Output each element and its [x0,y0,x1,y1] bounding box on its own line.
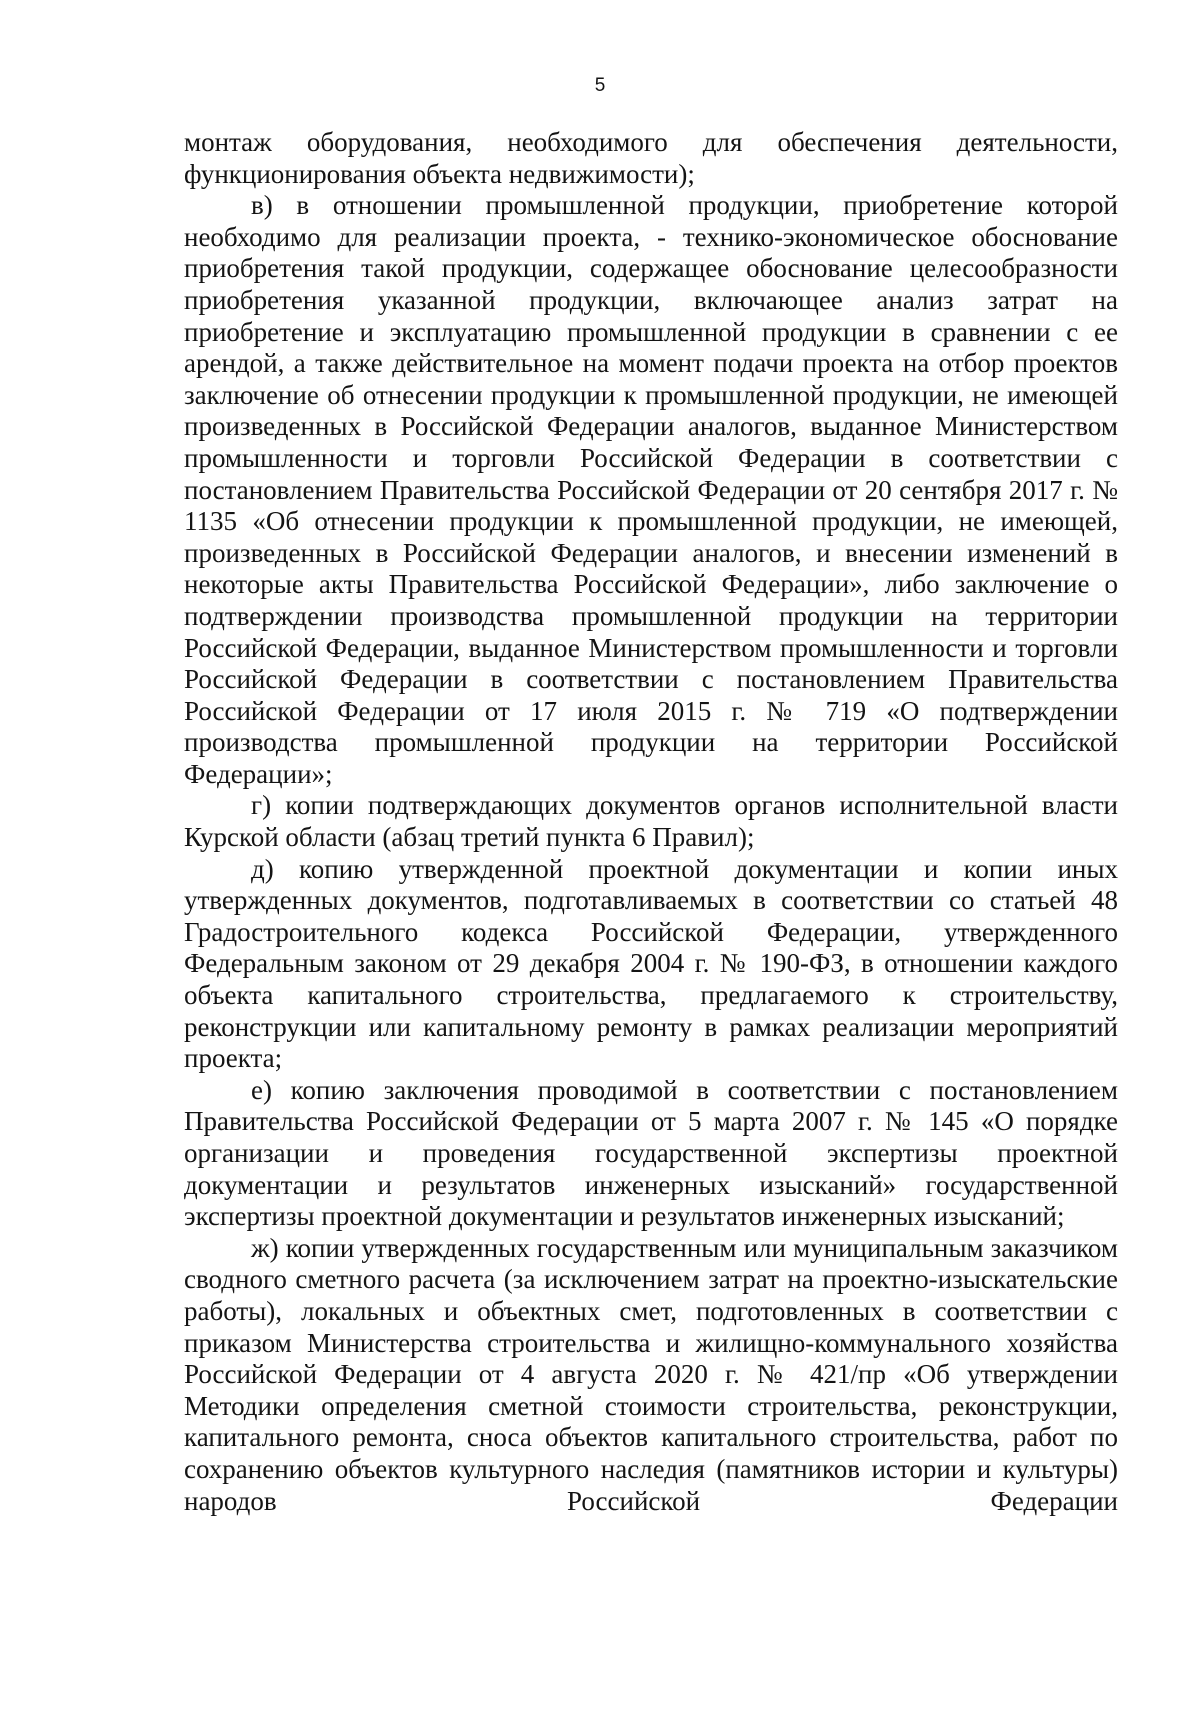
paragraph-e-state-expertise: е) копию заключения проводимой в соответствии с постановлением Правительства Российской Федерации от 5 марта 2007 г. № 145 «О порядке организации и проведения государственной экспертизы проектной документации и результатов инженерных изысканий» государственной экспертизы проектной документации и результатов инженерных изысканий; [184,1074,1118,1232]
paragraph-g-supporting-documents: г) копии подтверждающих документов органов исполнительной власти Курской области (абзац третий пункта 6 Правил); [184,790,1118,853]
paragraph-equipment-installation: монтаж оборудования, необходимого для обеспечения деятельности, функционирования объекта недвижимости); [184,127,1118,189]
paragraph-zh-estimates: ж) копии утвержденных государственным или муниципальным заказчиком сводного сметного расчета (за исключением затрат на проектно-изыскательские работы), локальных и объектных смет, подготовленных в соответствии с приказом Министерства строительства и жилищно-коммунального хозяйства Российской Федерации от 4 августа 2020 г. № 421/пр «Об утверждении Методики определения сметной стоимости строительства, реконструкции, капитального ремонта, сноса объектов капитального строительства, работ по сохранению объектов культурного наследия (памятников истории и культуры) народов Российской Федерации [184,1232,1118,1516]
page-number: 5 [594,75,606,96]
document-body [184,127,1118,1517]
paragraph-v-industrial-products: в) в отношении промышленной продукции, приобретение которой необходимо для реализации проекта, - технико-экономическое обоснование приобретения такой продукции, содержащее обоснование целесообразности приобретения указанной продукции, включающее анализ затрат на приобретение и эксплуатацию промышленной продукции в сравнении с ее арендой, а также действительное на момент подачи проекта на отбор проектов заключение об отнесении продукции к промышленной продукции, не имеющей произведенных в Российской Федерации аналогов, выданное Министерством промышленности и торговли Российской Федерации в соответствии с постановлением Правительства Российской Федерации от 20 сентября 2017 г. № 1135 «Об отнесении продукции к промышленной продукции, не имеющей, произведенных в Российской Федерации аналогов, и внесении изменений в некоторые акты Правительства Российской Федерации», либо заключение о подтверждении производства промышленной продукции на территории Российской Федерации, выданное Министерством промышленности и торговли Российской Федерации в соответствии с постановлением Правительства Российской Федерации от 17 июля 2015 г. № 719 «О подтверждении производства промышленной продукции на территории Российской Федерации»; [184,190,1118,789]
paragraph-d-project-documentation: д) копию утвержденной проектной документации и копии иных утвержденных документов, подготавливаемых в соответствии со статьей 48 Градостроительного кодекса Российской Федерации, утвержденного Федеральным законом от 29 декабря 2004 г. № 190-ФЗ, в отношении каждого объекта капитального строительства, предлагаемого к строительству, реконструкции или капитальному ремонту в рамках реализации мероприятий проекта; [184,853,1118,1074]
